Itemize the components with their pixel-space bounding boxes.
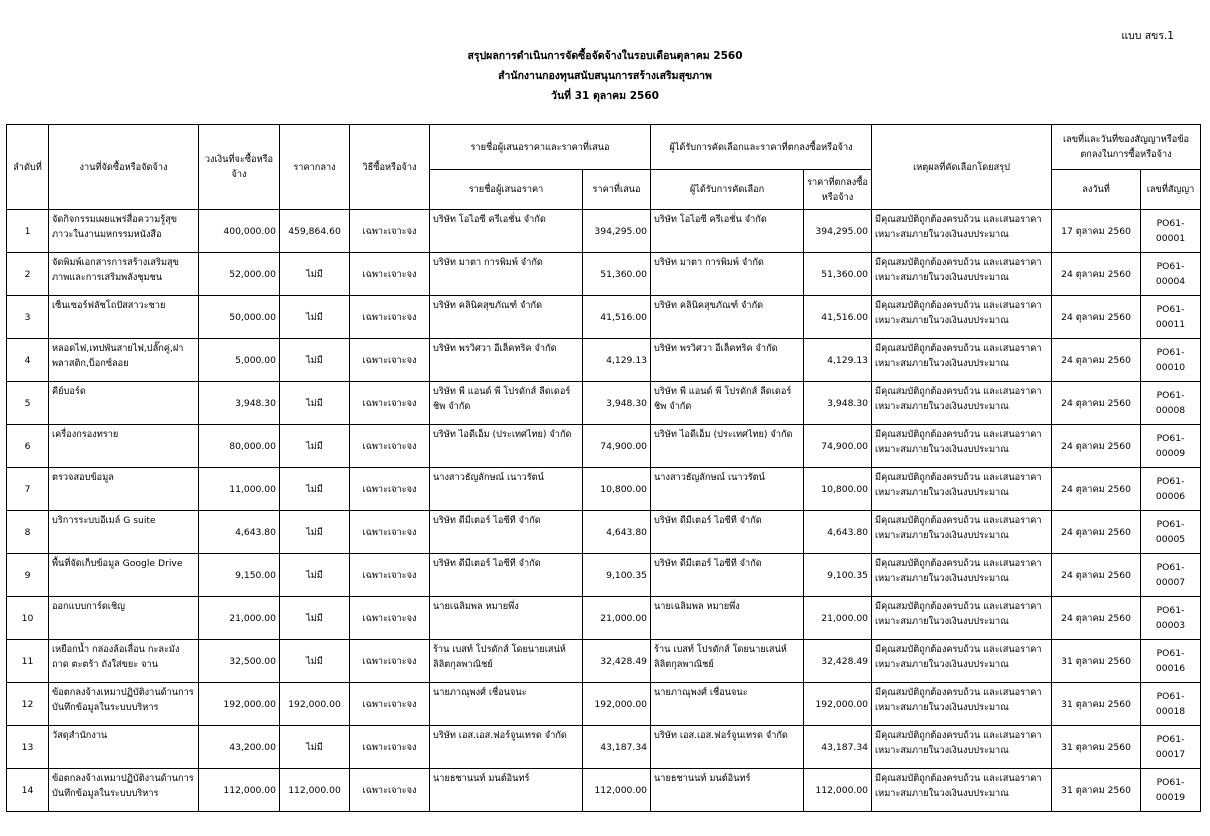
work-item: คีย์บอร์ด [49, 382, 199, 425]
header-work: งานที่จัดซื้อหรือจัดจ้าง [49, 125, 199, 210]
table-row [7, 425, 1201, 468]
budget: 43,200.00 [199, 726, 280, 769]
budget: 112,000.00 [199, 769, 280, 812]
bid-price: 192,000.00 [583, 683, 651, 726]
contract-no: PO61-00010 [1141, 339, 1201, 382]
table-row [7, 210, 1201, 253]
work-item: ออกแบบการ์ดเชิญ [49, 597, 199, 640]
procurement-table [6, 124, 1201, 812]
reason: มีคุณสมบัติถูกต้องครบถ้วน และเสนอราคาเหมาะสมภายในวงเงินงบประมาณ [872, 683, 1052, 726]
row-no: 5 [7, 382, 49, 425]
contract-date: 24 ตุลาคม 2560 [1052, 597, 1141, 640]
agreed-price: 394,295.00 [804, 210, 872, 253]
table-row [7, 683, 1201, 726]
row-no: 6 [7, 425, 49, 468]
selected-name: บริษัท คลินิคสุขภัณฑ์ จำกัด [651, 296, 804, 339]
budget: 9,150.00 [199, 554, 280, 597]
reason: มีคุณสมบัติถูกต้องครบถ้วน และเสนอราคาเหมาะสมภายในวงเงินงบประมาณ [872, 468, 1052, 511]
median-price: ไม่มี [280, 640, 350, 683]
bidder-name: นายภาณุพงศ์ เชื่อนจนะ [430, 683, 583, 726]
method: เฉพาะเจาะจง [350, 468, 430, 511]
bid-price: 51,360.00 [583, 253, 651, 296]
table-body [7, 210, 1201, 812]
row-no: 8 [7, 511, 49, 554]
bidder-name: นางสาวธัญลักษณ์ เนาวรัตน์ [430, 468, 583, 511]
contract-date: 24 ตุลาคม 2560 [1052, 296, 1141, 339]
row-no: 9 [7, 554, 49, 597]
work-item: ตรวจสอบข้อมูล [49, 468, 199, 511]
budget: 80,000.00 [199, 425, 280, 468]
reason: มีคุณสมบัติถูกต้องครบถ้วน และเสนอราคาเหมาะสมภายในวงเงินงบประมาณ [872, 511, 1052, 554]
reason: มีคุณสมบัติถูกต้องครบถ้วน และเสนอราคาเหมาะสมภายในวงเงินงบประมาณ [872, 425, 1052, 468]
bid-price: 4,643.80 [583, 511, 651, 554]
bidder-name: บริษัท โอไอซี ครีเอชั่น จำกัด [430, 210, 583, 253]
header-contract-no: เลขที่สัญญา [1141, 170, 1201, 210]
selected-name: บริษัท โอไอซี ครีเอชั่น จำกัด [651, 210, 804, 253]
bidder-name: นายเฉลิมพล หมายพึ่ง [430, 597, 583, 640]
bidder-name: นายธชานนท์ มนต์อินทร์ [430, 769, 583, 812]
table-row [7, 597, 1201, 640]
selected-name: บริษัท ไอดีเอ็ม (ประเทศไทย) จำกัด [651, 425, 804, 468]
reason: มีคุณสมบัติถูกต้องครบถ้วน และเสนอราคาเหมาะสมภายในวงเงินงบประมาณ [872, 382, 1052, 425]
method: เฉพาะเจาะจง [350, 726, 430, 769]
table-row [7, 554, 1201, 597]
method: เฉพาะเจาะจง [350, 210, 430, 253]
contract-no: PO61-00009 [1141, 425, 1201, 468]
reason: มีคุณสมบัติถูกต้องครบถ้วน และเสนอราคาเหมาะสมภายในวงเงินงบประมาณ [872, 210, 1052, 253]
method: เฉพาะเจาะจง [350, 339, 430, 382]
row-no: 10 [7, 597, 49, 640]
selected-name: บริษัท ดีมีเตอร์ ไอซีที จำกัด [651, 511, 804, 554]
bidder-name: บริษัท ไอดีเอ็ม (ประเทศไทย) จำกัด [430, 425, 583, 468]
agreed-price: 41,516.00 [804, 296, 872, 339]
method: เฉพาะเจาะจง [350, 382, 430, 425]
work-item: หลอดไฟ,เทปพันสายไฟ,ปลั๊กคู่,ฝาพลาสติก,บ็อกซ์ลอย [49, 339, 199, 382]
budget: 11,000.00 [199, 468, 280, 511]
agreed-price: 3,948.30 [804, 382, 872, 425]
bidder-name: ร้าน เบสท์ โปรดักส์ โดยนายเสน่ห์ ลิลิตกุลพาณิชย์ [430, 640, 583, 683]
header-bidder-name: รายชื่อผู้เสนอราคา [430, 170, 583, 210]
row-no: 11 [7, 640, 49, 683]
budget: 5,000.00 [199, 339, 280, 382]
header-bid-price: ราคาที่เสนอ [583, 170, 651, 210]
bid-price: 74,900.00 [583, 425, 651, 468]
bid-price: 43,187.34 [583, 726, 651, 769]
agreed-price: 112,000.00 [804, 769, 872, 812]
row-no: 14 [7, 769, 49, 812]
selected-name: บริษัท ดีมีเตอร์ ไอซีที จำกัด [651, 554, 804, 597]
median-price: ไม่มี [280, 726, 350, 769]
form-code: แบบ สขร.1 [1121, 30, 1174, 42]
selected-name: นายเฉลิมพล หมายพึ่ง [651, 597, 804, 640]
budget: 21,000.00 [199, 597, 280, 640]
row-no: 13 [7, 726, 49, 769]
reason: มีคุณสมบัติถูกต้องครบถ้วน และเสนอราคาเหมาะสมภายในวงเงินงบประมาณ [872, 253, 1052, 296]
method: เฉพาะเจาะจง [350, 425, 430, 468]
bidder-name: บริษัท คลินิคสุขภัณฑ์ จำกัด [430, 296, 583, 339]
reason: มีคุณสมบัติถูกต้องครบถ้วน และเสนอราคาเหมาะสมภายในวงเงินงบประมาณ [872, 726, 1052, 769]
bidder-name: บริษัท ดีมีเตอร์ ไอซีที จำกัด [430, 511, 583, 554]
work-item: เซ็นเซอร์ฟลัชโถปัสสาวะชาย [49, 296, 199, 339]
budget: 400,000.00 [199, 210, 280, 253]
table-row [7, 640, 1201, 683]
contract-no: PO61-00008 [1141, 382, 1201, 425]
bid-price: 4,129.13 [583, 339, 651, 382]
row-no: 4 [7, 339, 49, 382]
method: เฉพาะเจาะจง [350, 253, 430, 296]
reason: มีคุณสมบัติถูกต้องครบถ้วน และเสนอราคาเหมาะสมภายในวงเงินงบประมาณ [872, 554, 1052, 597]
contract-no: PO61-00005 [1141, 511, 1201, 554]
median-price: ไม่มี [280, 296, 350, 339]
selected-name: นายภาณุพงศ์ เชื่อนจนะ [651, 683, 804, 726]
selected-name: บริษัท เอส.เอส.ฟอร์จูนเทรด จำกัด [651, 726, 804, 769]
contract-no: PO61-00016 [1141, 640, 1201, 683]
selected-name: บริษัท มาตา การพิมพ์ จำกัด [651, 253, 804, 296]
agreed-price: 9,100.35 [804, 554, 872, 597]
selected-name: บริษัท พรวิศวา อีเล็คทริค จำกัด [651, 339, 804, 382]
budget: 3,948.30 [199, 382, 280, 425]
contract-date: 17 ตุลาคม 2560 [1052, 210, 1141, 253]
agreed-price: 192,000.00 [804, 683, 872, 726]
table-row [7, 726, 1201, 769]
contract-date: 24 ตุลาคม 2560 [1052, 425, 1141, 468]
median-price: ไม่มี [280, 468, 350, 511]
budget: 32,500.00 [199, 640, 280, 683]
bidder-name: บริษัท พี แอนด์ พี โปรดักส์ ลีดเดอร์ชิพ จำกัด [430, 382, 583, 425]
contract-no: PO61-00001 [1141, 210, 1201, 253]
median-price: 112,000.00 [280, 769, 350, 812]
row-no: 12 [7, 683, 49, 726]
bid-price: 41,516.00 [583, 296, 651, 339]
bid-price: 10,800.00 [583, 468, 651, 511]
median-price: 192,000.00 [280, 683, 350, 726]
contract-no: PO61-00019 [1141, 769, 1201, 812]
header-median: ราคากลาง [280, 125, 350, 210]
contract-date: 31 ตุลาคม 2560 [1052, 726, 1141, 769]
method: เฉพาะเจาะจง [350, 296, 430, 339]
contract-no: PO61-00017 [1141, 726, 1201, 769]
agreed-price: 51,360.00 [804, 253, 872, 296]
bid-price: 21,000.00 [583, 597, 651, 640]
row-no: 7 [7, 468, 49, 511]
contract-no: PO61-00007 [1141, 554, 1201, 597]
budget: 50,000.00 [199, 296, 280, 339]
bid-price: 32,428.49 [583, 640, 651, 683]
work-item: พื้นที่จัดเก็บข้อมูล Google Drive [49, 554, 199, 597]
median-price: ไม่มี [280, 339, 350, 382]
reason: มีคุณสมบัติถูกต้องครบถ้วน และเสนอราคาเหมาะสมภายในวงเงินงบประมาณ [872, 769, 1052, 812]
agreed-price: 74,900.00 [804, 425, 872, 468]
bidder-name: บริษัท มาตา การพิมพ์ จำกัด [430, 253, 583, 296]
median-price: ไม่มี [280, 253, 350, 296]
table-row [7, 468, 1201, 511]
work-item: บริการระบบอีเมล์ G suite [49, 511, 199, 554]
work-item: เหยือกน้ำ กล่องล้อเลื่อน กะละมัง ถาด ตะตร้า ถังใส่ขยะ จาน [49, 640, 199, 683]
agreed-price: 21,000.00 [804, 597, 872, 640]
table-row [7, 339, 1201, 382]
selected-name: นายธชานนท์ มนต์อินทร์ [651, 769, 804, 812]
bidder-name: บริษัท พรวิศวา อีเล็คทริค จำกัด [430, 339, 583, 382]
document-title [0, 46, 1210, 106]
median-price: ไม่มี [280, 554, 350, 597]
work-item: วัสดุสำนักงาน [49, 726, 199, 769]
header-method: วิธีซื้อหรือจ้าง [350, 125, 430, 210]
contract-date: 24 ตุลาคม 2560 [1052, 253, 1141, 296]
row-no: 3 [7, 296, 49, 339]
contract-no: PO61-00004 [1141, 253, 1201, 296]
header-no: ลำดับที่ [7, 125, 49, 210]
contract-no: PO61-00018 [1141, 683, 1201, 726]
agreed-price: 4,643.80 [804, 511, 872, 554]
header-contract-group: เลขที่และวันที่ของสัญญาหรือข้อตกลงในการซื้อหรือจ้าง [1052, 125, 1201, 170]
contract-no: PO61-00003 [1141, 597, 1201, 640]
work-item: จัดกิจกรรมเผยแพร่สื่อความรู้สุขภาวะในงานมหกรรมหนังสือ [49, 210, 199, 253]
agreed-price: 10,800.00 [804, 468, 872, 511]
header-budget: วงเงินที่จะซื้อหรือจ้าง [199, 125, 280, 210]
table-row [7, 382, 1201, 425]
method: เฉพาะเจาะจง [350, 769, 430, 812]
method: เฉพาะเจาะจง [350, 554, 430, 597]
reason: มีคุณสมบัติถูกต้องครบถ้วน และเสนอราคาเหมาะสมภายในวงเงินงบประมาณ [872, 296, 1052, 339]
contract-date: 24 ตุลาคม 2560 [1052, 382, 1141, 425]
contract-date: 31 ตุลาคม 2560 [1052, 683, 1141, 726]
budget: 4,643.80 [199, 511, 280, 554]
method: เฉพาะเจาะจง [350, 597, 430, 640]
bid-price: 394,295.00 [583, 210, 651, 253]
median-price: ไม่มี [280, 382, 350, 425]
selected-name: นางสาวธัญลักษณ์ เนาวรัตน์ [651, 468, 804, 511]
agreed-price: 43,187.34 [804, 726, 872, 769]
bidder-name: บริษัท เอส.เอส.ฟอร์จูนเทรด จำกัด [430, 726, 583, 769]
contract-date: 31 ตุลาคม 2560 [1052, 640, 1141, 683]
method: เฉพาะเจาะจง [350, 640, 430, 683]
selected-name: บริษัท พี แอนด์ พี โปรดักส์ ลีดเดอร์ชิพ จำกัด [651, 382, 804, 425]
bid-price: 3,948.30 [583, 382, 651, 425]
budget: 192,000.00 [199, 683, 280, 726]
row-no: 2 [7, 253, 49, 296]
contract-no: PO61-00011 [1141, 296, 1201, 339]
method: เฉพาะเจาะจง [350, 511, 430, 554]
contract-date: 24 ตุลาคม 2560 [1052, 339, 1141, 382]
title-line-1: สรุปผลการดำเนินการจัดซื้อจัดจ้างในรอบเดือนตุลาคม 2560 [467, 50, 743, 62]
bid-price: 9,100.35 [583, 554, 651, 597]
work-item: เครื่องกรองทราย [49, 425, 199, 468]
median-price: ไม่มี [280, 597, 350, 640]
title-line-2: สำนักงานกองทุนสนับสนุนการสร้างเสริมสุขภาพ [498, 70, 712, 82]
table-row [7, 253, 1201, 296]
header-agreed-price: ราคาที่ตกลงซื้อหรือจ้าง [804, 170, 872, 210]
contract-date: 24 ตุลาคม 2560 [1052, 554, 1141, 597]
header-selected-group: ผู้ได้รับการคัดเลือกและราคาที่ตกลงซื้อหรือจ้าง [651, 125, 872, 170]
header-date: ลงวันที่ [1052, 170, 1141, 210]
work-item: ข้อตกลงจ้างเหมาปฏิบัติงานด้านการบันทึกข้อมูลในระบบบริหาร [49, 683, 199, 726]
bid-price: 112,000.00 [583, 769, 651, 812]
title-line-3: วันที่ 31 ตุลาคม 2560 [551, 90, 659, 102]
contract-date: 24 ตุลาคม 2560 [1052, 511, 1141, 554]
contract-date: 24 ตุลาคม 2560 [1052, 468, 1141, 511]
reason: มีคุณสมบัติถูกต้องครบถ้วน และเสนอราคาเหมาะสมภายในวงเงินงบประมาณ [872, 597, 1052, 640]
table-row [7, 296, 1201, 339]
bidder-name: บริษัท ดีมีเตอร์ ไอซีที จำกัด [430, 554, 583, 597]
selected-name: ร้าน เบสท์ โปรดักส์ โดยนายเสน่ห์ ลิลิตกุลพาณิชย์ [651, 640, 804, 683]
contract-date: 31 ตุลาคม 2560 [1052, 769, 1141, 812]
median-price: ไม่มี [280, 425, 350, 468]
budget: 52,000.00 [199, 253, 280, 296]
median-price: ไม่มี [280, 511, 350, 554]
work-item: จัดพิมพ์เอกสารการสร้างเสริมสุขภาพและการเสริมพลังชุมชน [49, 253, 199, 296]
method: เฉพาะเจาะจง [350, 683, 430, 726]
reason: มีคุณสมบัติถูกต้องครบถ้วน และเสนอราคาเหมาะสมภายในวงเงินงบประมาณ [872, 339, 1052, 382]
header-selected-name: ผู้ได้รับการคัดเลือก [651, 170, 804, 210]
table-row [7, 769, 1201, 812]
table-row [7, 511, 1201, 554]
agreed-price: 32,428.49 [804, 640, 872, 683]
contract-no: PO61-00006 [1141, 468, 1201, 511]
header-reason: เหตุผลที่คัดเลือกโดยสรุป [872, 125, 1052, 210]
header-bidders-group: รายชื่อผู้เสนอราคาและราคาที่เสนอ [430, 125, 651, 170]
work-item: ข้อตกลงจ้างเหมาปฏิบัติงานด้านการบันทึกข้อมูลในระบบบริหาร [49, 769, 199, 812]
median-price: 459,864.60 [280, 210, 350, 253]
agreed-price: 4,129.13 [804, 339, 872, 382]
row-no: 1 [7, 210, 49, 253]
reason: มีคุณสมบัติถูกต้องครบถ้วน และเสนอราคาเหมาะสมภายในวงเงินงบประมาณ [872, 640, 1052, 683]
